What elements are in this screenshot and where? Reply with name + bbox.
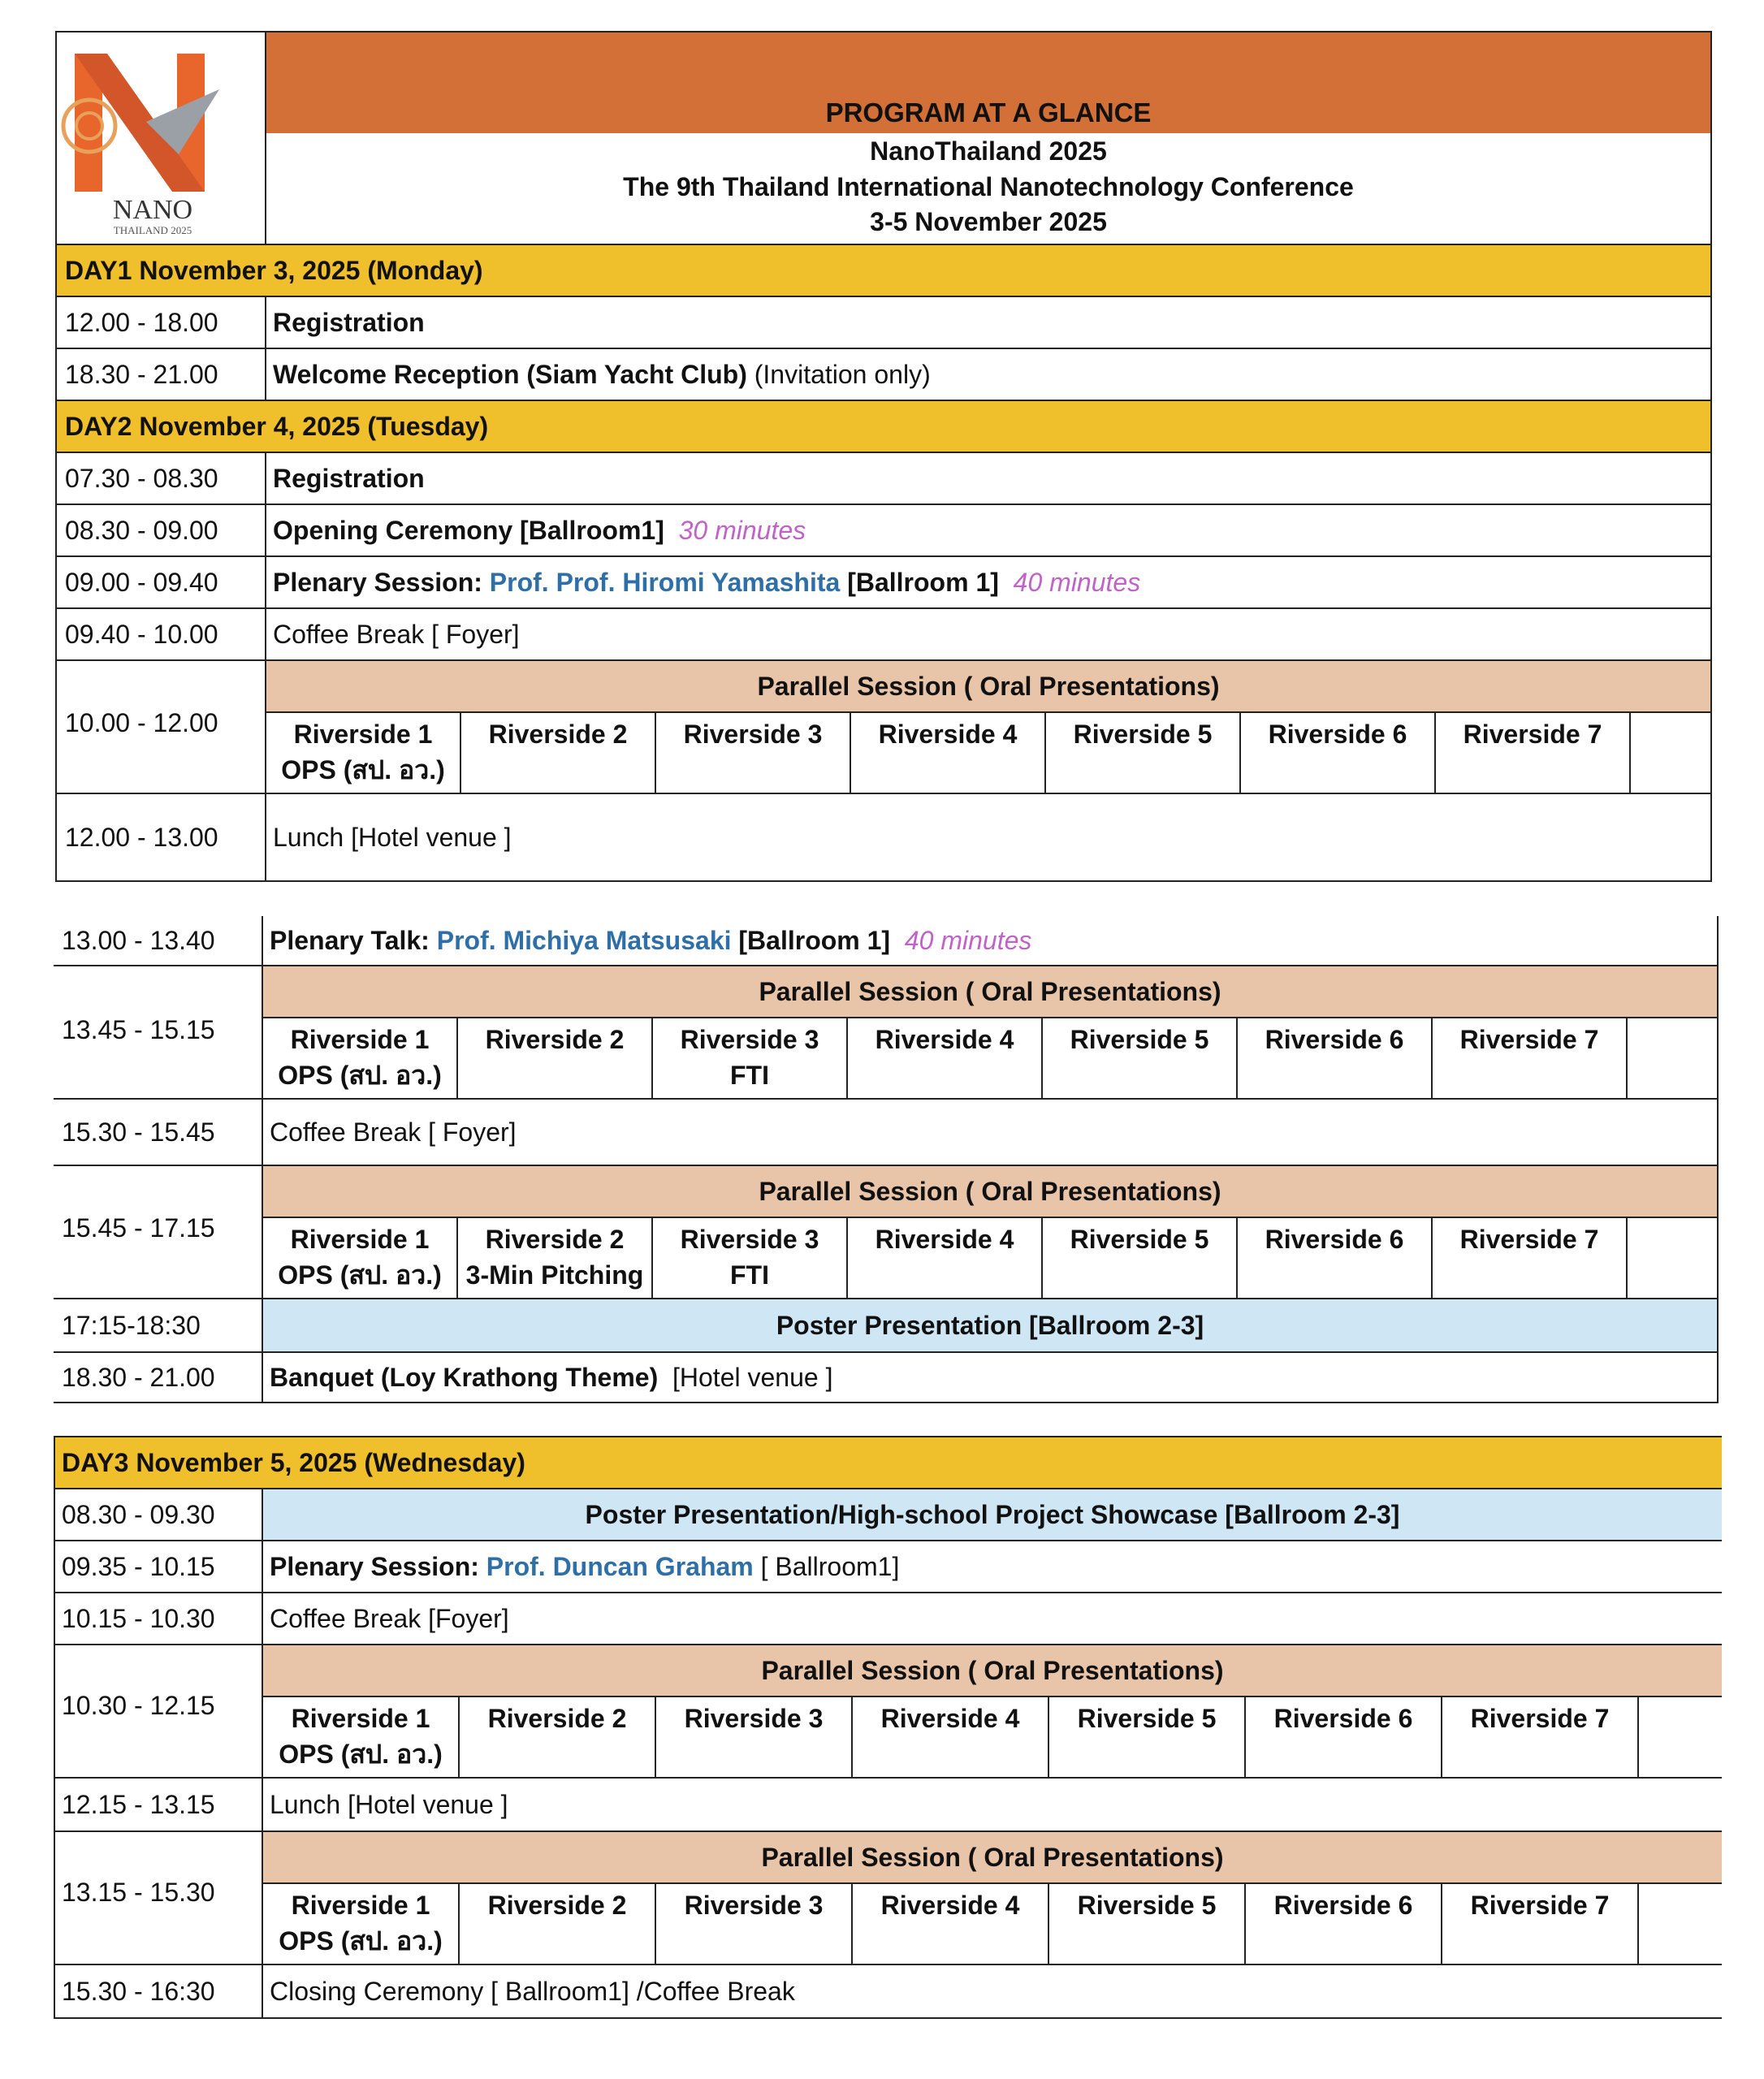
room-riverside-7: Riverside 7: [1442, 1697, 1639, 1777]
room-columns: [263, 1018, 1717, 1098]
schedule-row: [54, 1100, 1717, 1166]
schedule-section-day3: [54, 1436, 1722, 2022]
day1-heading-row: [57, 245, 1710, 297]
event-title: Plenary Session:: [273, 567, 482, 597]
room-riverside-5: Riverside 5: [1043, 1218, 1238, 1298]
room-columns: [263, 1884, 1722, 1964]
room-riverside-5: Riverside 5: [1043, 1018, 1238, 1098]
room-riverside-1: Riverside 1 OPS (สป. อว.): [263, 1018, 458, 1098]
parallel-session-title: Parallel Session ( Oral Presentations): [263, 1832, 1722, 1884]
schedule-row: [57, 453, 1710, 505]
room-riverside-4: Riverside 4: [851, 713, 1046, 793]
time-cell: 13.15 - 15.30: [54, 1832, 263, 1964]
room-riverside-3: Riverside 3 FTI: [653, 1218, 848, 1298]
event-cell: [266, 557, 1710, 607]
room-riverside-6: Riverside 6: [1238, 1218, 1433, 1298]
event-cell: Closing Ceremony [ Ballroom1] /Coffee Break: [270, 1976, 795, 2006]
parallel-session-row: [54, 1166, 1717, 1299]
room-riverside-3: Riverside 3 FTI: [653, 1018, 848, 1098]
schedule-row: [54, 1489, 1722, 1541]
event-note: (Invitation only): [746, 359, 931, 389]
room-riverside-7: Riverside 7: [1442, 1884, 1639, 1964]
event-title: Plenary Session:: [270, 1551, 479, 1581]
event-room: [ Ballroom1]: [753, 1551, 900, 1581]
parallel-session-title: Parallel Session ( Oral Presentations): [266, 661, 1710, 713]
time-cell: 13.00 - 13.40: [54, 916, 263, 965]
time-cell: 12.15 - 13.15: [54, 1779, 263, 1830]
schedule-row: [54, 1353, 1717, 1403]
room-riverside-2: Riverside 2 3-Min Pitching: [458, 1218, 653, 1298]
event-cell: [263, 1353, 1717, 1402]
room-riverside-5: Riverside 5: [1049, 1697, 1246, 1777]
conference-name: NanoThailand 2025: [870, 136, 1107, 166]
schedule-row: [57, 557, 1710, 609]
speaker-name: Prof. Michiya Matsusaki: [436, 925, 732, 955]
parallel-session-row: [54, 1832, 1722, 1965]
room-riverside-4: Riverside 4: [848, 1018, 1043, 1098]
room-riverside-4: Riverside 4: [853, 1884, 1049, 1964]
room-riverside-2: Riverside 2: [461, 713, 656, 793]
schedule-row: [57, 349, 1710, 401]
logo-text: NANO: [112, 195, 193, 225]
time-cell: 10.00 - 12.00: [57, 661, 266, 793]
time-cell: 18.30 - 21.00: [57, 349, 266, 400]
speaker-name: Prof. Duncan Graham: [486, 1551, 754, 1581]
room-riverside-6: Riverside 6: [1246, 1884, 1442, 1964]
logo-subtext: THAILAND 2025: [113, 224, 192, 236]
parallel-session-block: [266, 661, 1710, 793]
event-title: Opening Ceremony [Ballroom1]: [273, 515, 664, 545]
schedule-row: [57, 505, 1710, 557]
time-cell: 08.30 - 09.30: [54, 1489, 263, 1540]
event-cell: Coffee Break [ Foyer]: [273, 619, 520, 649]
parallel-session-block: [263, 966, 1717, 1098]
schedule-row: [54, 1593, 1722, 1645]
time-cell: 15.30 - 16:30: [54, 1965, 263, 2017]
duration-label: 30 minutes: [678, 515, 806, 545]
time-cell: 10.30 - 12.15: [54, 1645, 263, 1777]
room-riverside-1: Riverside 1 OPS (สป. อว.): [263, 1697, 460, 1777]
poster-session-banner: Poster Presentation [Ballroom 2-3]: [263, 1299, 1717, 1351]
schedule-row: [54, 1965, 1722, 2019]
event-room: [Ballroom 1]: [738, 925, 891, 955]
header-band: [266, 32, 1710, 133]
duration-label: 40 minutes: [1013, 567, 1141, 597]
conference-dates: 3-5 November 2025: [870, 207, 1107, 236]
left-border: [54, 1437, 55, 2019]
room-riverside-1: Riverside 1 OPS (สป. อว.): [266, 713, 461, 793]
event-title: Plenary Talk:: [270, 925, 430, 955]
day3-label: DAY3 November 5, 2025 (Wednesday): [54, 1437, 1722, 1488]
event-cell: [263, 1541, 1722, 1592]
day3-heading-row: [54, 1437, 1722, 1489]
event-cell: [263, 916, 1717, 965]
schedule-row: [54, 916, 1717, 966]
nano-thailand-logo: [57, 32, 266, 245]
event-room: [Ballroom 1]: [847, 567, 999, 597]
room-riverside-7: Riverside 7: [1436, 713, 1631, 793]
room-riverside-7: Riverside 7: [1433, 1018, 1628, 1098]
parallel-session-title: Parallel Session ( Oral Presentations): [263, 1166, 1717, 1218]
schedule-section-afternoon: [54, 916, 1719, 1403]
event-cell: Registration: [273, 463, 425, 493]
parallel-session-block: [263, 1645, 1722, 1777]
schedule-row: [57, 297, 1710, 349]
room-riverside-4: Riverside 4: [848, 1218, 1043, 1298]
time-cell: 09.40 - 10.00: [57, 609, 266, 659]
time-cell: 15.30 - 15.45: [54, 1100, 263, 1165]
event-cell: Lunch [Hotel venue ]: [273, 822, 512, 852]
room-riverside-3: Riverside 3: [656, 713, 851, 793]
room-riverside-1: Riverside 1 OPS (สป. อว.): [263, 1218, 458, 1298]
room-columns: [263, 1697, 1722, 1777]
event-cell: [266, 349, 1710, 400]
day2-label: DAY2 November 4, 2025 (Tuesday): [57, 401, 1710, 452]
parallel-session-title: Parallel Session ( Oral Presentations): [263, 966, 1717, 1018]
time-cell: 08.30 - 09.00: [57, 505, 266, 555]
room-riverside-3: Riverside 3: [656, 1884, 853, 1964]
room-riverside-3: Riverside 3: [656, 1697, 853, 1777]
schedule-section-morning: [55, 31, 1712, 882]
time-cell: 07.30 - 08.30: [57, 453, 266, 504]
conference-full-title: The 9th Thailand International Nanotechnology Conference: [623, 172, 1354, 201]
event-cell: Coffee Break [ Foyer]: [270, 1117, 517, 1147]
schedule-row: [57, 609, 1710, 661]
schedule-row: [54, 1779, 1722, 1832]
day2-heading-row: [57, 401, 1710, 453]
time-cell: 12.00 - 18.00: [57, 297, 266, 348]
room-riverside-5: Riverside 5: [1049, 1884, 1246, 1964]
event-title: Welcome Reception (Siam Yacht Club): [273, 359, 747, 389]
room-riverside-6: Riverside 6: [1238, 1018, 1433, 1098]
time-cell: 09.00 - 09.40: [57, 557, 266, 607]
room-columns: [266, 713, 1710, 793]
time-cell: 09.35 - 10.15: [54, 1541, 263, 1592]
parallel-session-block: [263, 1832, 1722, 1964]
time-cell: 13.45 - 15.15: [54, 966, 263, 1098]
event-cell: [266, 505, 1710, 555]
time-cell: 18.30 - 21.00: [54, 1353, 263, 1402]
parallel-session-row: [54, 1645, 1722, 1779]
poster-showcase-banner: Poster Presentation/High-school Project Showcase [Ballroom 2-3]: [263, 1489, 1722, 1540]
room-riverside-5: Riverside 5: [1046, 713, 1241, 793]
parallel-session-row: [57, 661, 1710, 794]
duration-label: 40 minutes: [904, 925, 1032, 955]
room-columns: [263, 1218, 1717, 1298]
room-riverside-7: Riverside 7: [1433, 1218, 1628, 1298]
event-cell: Coffee Break [Foyer]: [270, 1603, 509, 1633]
room-riverside-1: Riverside 1 OPS (สป. อว.): [263, 1884, 460, 1964]
room-riverside-6: Riverside 6: [1241, 713, 1436, 793]
time-cell: 15.45 - 17.15: [54, 1166, 263, 1298]
time-cell: 10.15 - 10.30: [54, 1593, 263, 1644]
event-note: [Hotel venue ]: [658, 1362, 833, 1392]
speaker-name: Prof. Prof. Hiromi Yamashita: [489, 567, 841, 597]
room-riverside-4: Riverside 4: [853, 1697, 1049, 1777]
parallel-session-row: [54, 966, 1717, 1100]
parallel-session-title: Parallel Session ( Oral Presentations): [263, 1645, 1722, 1697]
room-riverside-2: Riverside 2: [458, 1018, 653, 1098]
event-title: Banquet (Loy Krathong Theme): [270, 1362, 659, 1392]
time-cell: 12.00 - 13.00: [57, 794, 266, 880]
parallel-session-block: [263, 1166, 1717, 1298]
time-cell: 17:15-18:30: [54, 1299, 263, 1351]
room-riverside-2: Riverside 2: [460, 1697, 656, 1777]
schedule-row: [54, 1299, 1717, 1353]
event-cell: Registration: [273, 307, 425, 337]
page-title: PROGRAM AT A GLANCE: [825, 97, 1152, 128]
schedule-row: [57, 794, 1710, 882]
room-riverside-6: Riverside 6: [1246, 1697, 1442, 1777]
event-cell: Lunch [Hotel venue ]: [270, 1789, 508, 1819]
schedule-row: [54, 1541, 1722, 1593]
day1-label: DAY1 November 3, 2025 (Monday): [57, 245, 1710, 296]
room-riverside-2: Riverside 2: [460, 1884, 656, 1964]
